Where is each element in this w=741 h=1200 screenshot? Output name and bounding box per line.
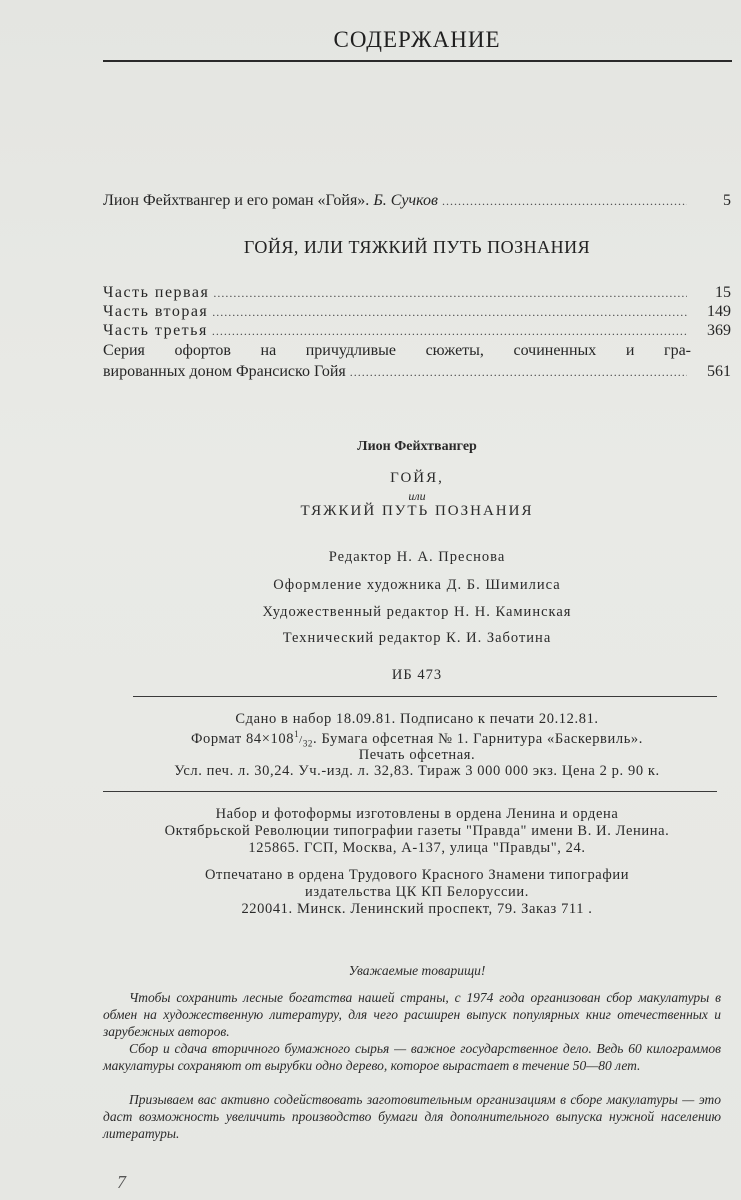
toc-item-part-3[interactable] [103, 322, 731, 340]
divider [103, 791, 717, 792]
toc-leader-dots [212, 324, 687, 339]
printer-line1: Набор и фотоформы изготовлены в ордена Ленина и ордена [215, 806, 619, 822]
print-info-line1: Сдано в набор 18.09.81. Подписано к печати 20.12.81. [235, 711, 599, 727]
appeal-paragraph-2: Сбор и сдача вторичного бумажного сырья — важное государственное дело. Ведь 60 килограммов макулатуры сохраняют от вырубки одно дерево, которое вырастает в течение 50—80 лет. [103, 1041, 721, 1073]
toc-item-part-2[interactable] [103, 303, 731, 321]
toc-page-number: 15 [715, 284, 731, 301]
colophon-author: Лион Фейхтвангер [357, 439, 477, 454]
credit-designer: Оформление художника Д. Б. Шимилиса [273, 577, 561, 593]
appeal-paragraph-3: Призываем вас активно содействовать заготовительным организациям в сборе макулатуры — это даст возможность увеличить производство бумаги для дополнительного выпуска нужной населению литературы. [103, 1092, 721, 1141]
toc-item-label: Часть третья [103, 322, 208, 339]
colophon-title-or: или [408, 489, 426, 503]
print-format-suffix: . Бумага офсетная № 1. Гарнитура «Баскервиль». [313, 730, 643, 747]
toc-item-label-line2: вированных доном Франсиско Гойя [103, 363, 346, 380]
ib-number: ИБ 473 [391, 667, 443, 683]
toc-item-label: Лион Фейхтвангер и его роман «Гойя». [103, 192, 370, 209]
divider [133, 696, 717, 697]
colophon-title-line1: ГОЙЯ, [390, 470, 444, 486]
toc-item-series-row2 [103, 361, 731, 383]
handwritten-mark: 7 [117, 1172, 126, 1192]
colophon-title-line2: ТЯЖКИЙ ПУТЬ ПОЗНАНИЯ [300, 503, 534, 519]
toc-item-part-1[interactable] [103, 284, 731, 302]
page-title: СОДЕРЖАНИЕ [333, 27, 501, 52]
printer-line3: 125865. ГСП, Москва, А-137, улица "Правды", 24. [248, 840, 586, 856]
print-info-line3: Печать офсетная. [358, 747, 476, 763]
credit-editor: Редактор Н. А. Преснова [328, 549, 506, 565]
print-info-line2: Формат $84\times 108^1/_{32}$. Бумага офсетная № 1. Гарнитура «Баскервиль». [191, 729, 643, 749]
toc-leader-dots [212, 305, 687, 320]
print-format-frac-den: 32 [302, 738, 314, 749]
toc-page-number: 369 [707, 322, 731, 339]
credit-tech-editor: Технический редактор К. И. Заботина [282, 630, 552, 646]
toc-leader-dots [442, 194, 687, 209]
toc-item-label-line1: Серия офортов на причудливые сюжеты, сочиненных и гра- [103, 342, 691, 359]
toc-leader-dots [350, 362, 687, 383]
toc-leader-dots [213, 286, 687, 301]
printer-line2: Октябрьской Революции типографии газеты "Правда" имени В. И. Ленина. [164, 823, 670, 839]
printer-line6: 220041. Минск. Ленинский проспект, 79. Заказ 711 . [241, 901, 593, 917]
credit-art-editor: Художественный редактор Н. Н. Каминская [262, 604, 572, 620]
toc-page-number: 561 [707, 363, 731, 380]
toc-page-number: 149 [707, 303, 731, 320]
toc-item-intro[interactable] [103, 192, 731, 210]
print-format-frac-num: 1 [294, 729, 300, 739]
toc-item-label: Часть вторая [103, 303, 209, 320]
toc-item-label: Часть первая [103, 284, 210, 301]
toc-item-series[interactable] [103, 340, 731, 383]
printer-line4: Отпечатано в ордена Трудового Красного Знамени типографии [204, 867, 630, 883]
print-format-prefix: Формат 84×108 [191, 730, 295, 747]
print-info-line4: Усл. печ. л. 30,24. Уч.-изд. л. 32,83. Тираж 3 000 000 экз. Цена 2 р. 90 к. [174, 763, 660, 779]
header-rule [103, 60, 732, 62]
appeal-title: Уважаемые товарищи! [348, 963, 486, 978]
toc-item-author: Б. Сучков [373, 192, 438, 209]
appeal-paragraph-1: Чтобы сохранить лесные богатства нашей страны, с 1974 года организован сбор макулатуры в обмен на художественную литературу, для чего расширен выпуск популярных книг отечественных и зарубежных авторов. [103, 990, 721, 1039]
toc-section-heading: ГОЙЯ, ИЛИ ТЯЖКИЙ ПУТЬ ПОЗНАНИЯ [243, 237, 591, 257]
printer-line5: издательства ЦК КП Белоруссии. [305, 884, 529, 900]
toc-page-number: 5 [723, 192, 731, 209]
